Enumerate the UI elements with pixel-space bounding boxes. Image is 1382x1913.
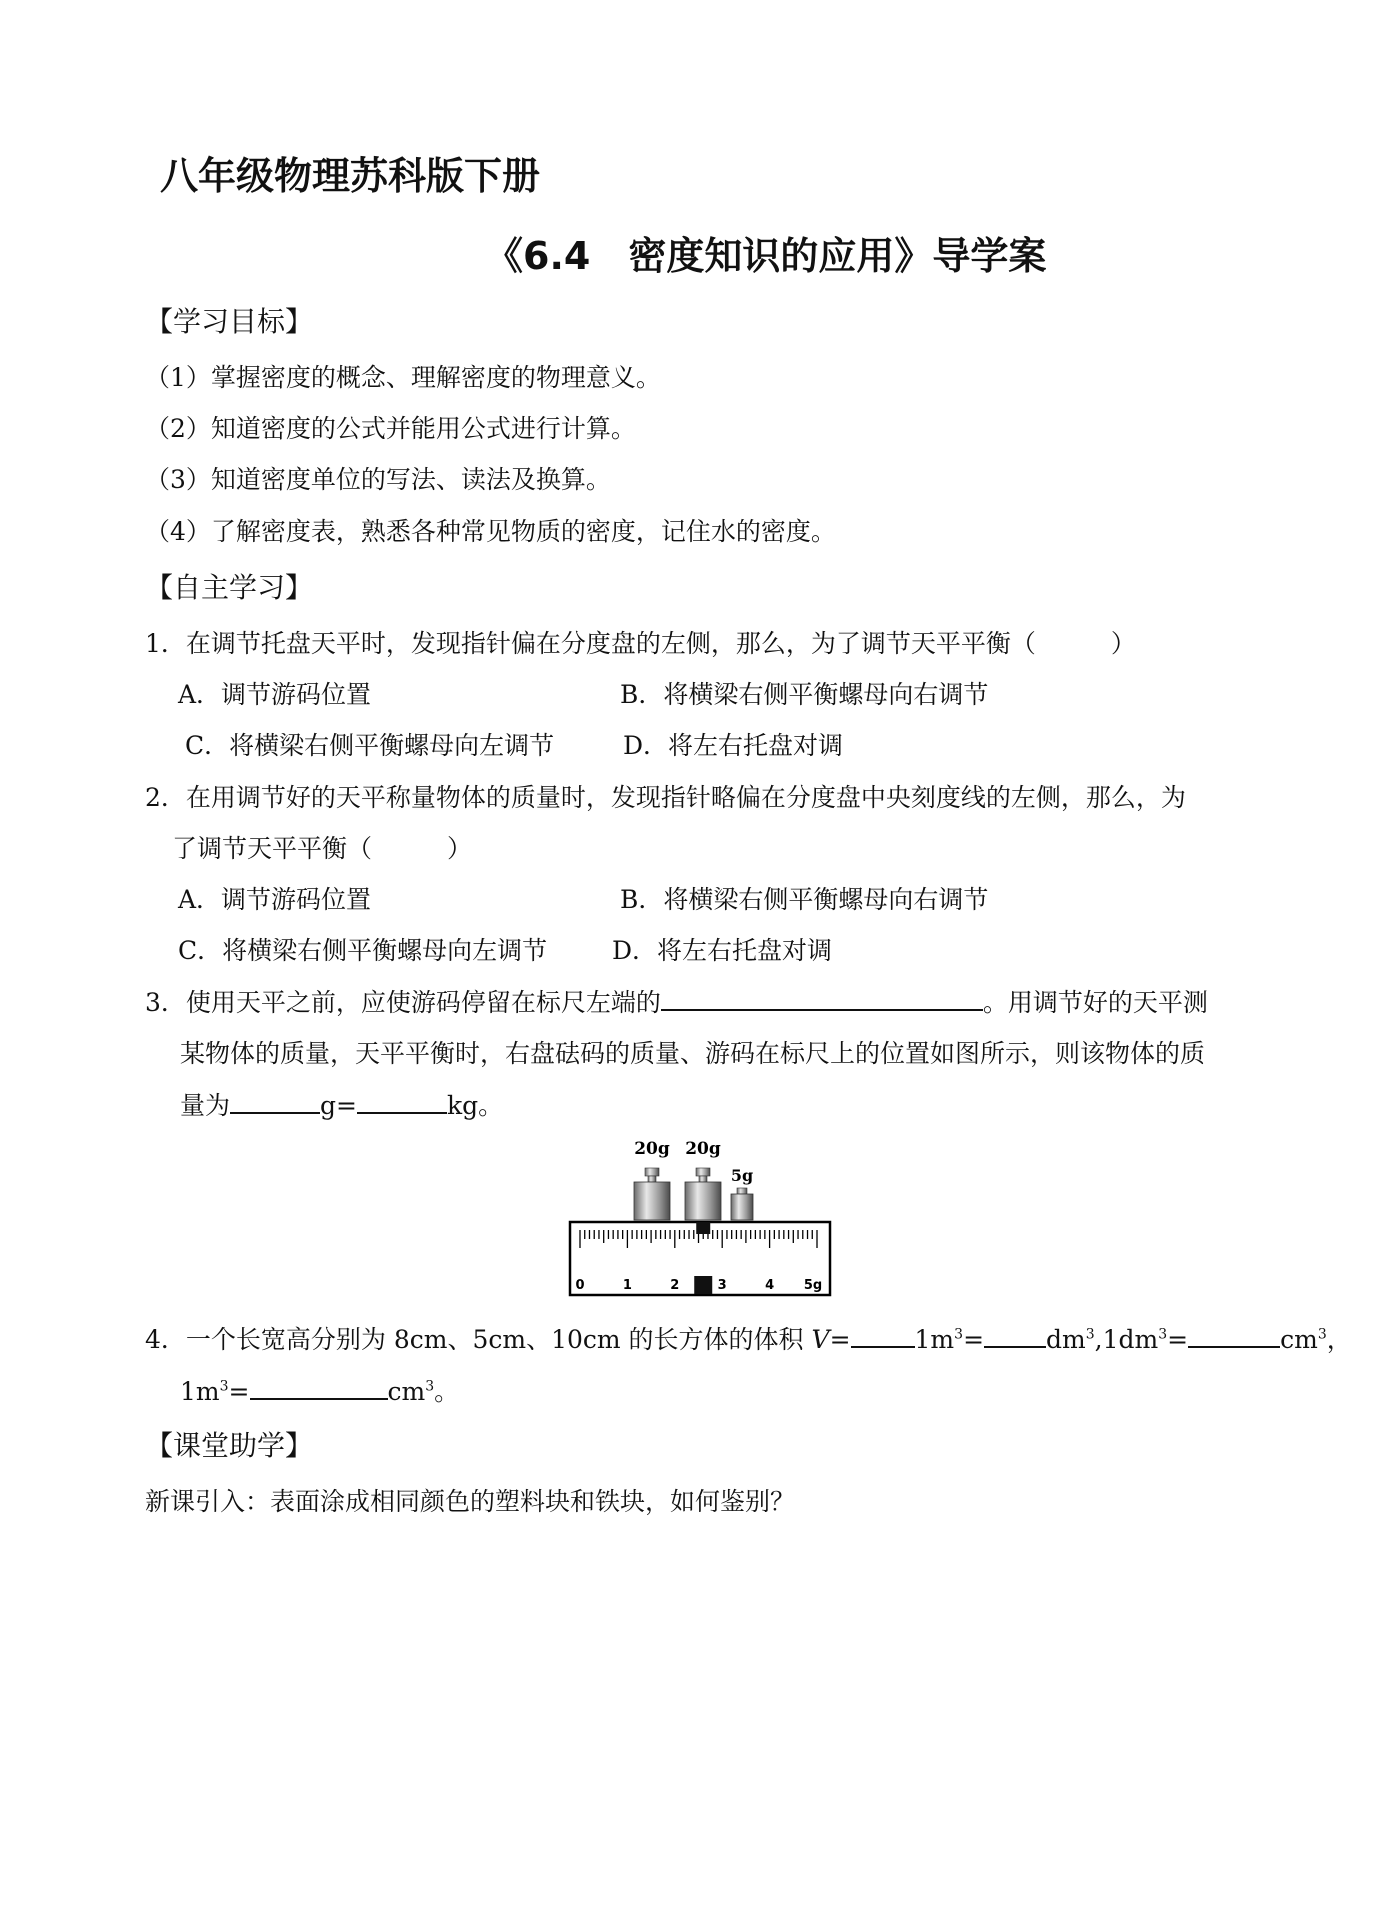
q3-answer-blank-grams[interactable]	[230, 1090, 320, 1114]
scale-label: 2	[670, 1278, 680, 1293]
q3-line-2: 某物体的质量，天平平衡时，右盘砝码的质量、游码在标尺上的位置如图所示，则该物体的质	[180, 1039, 1206, 1068]
q4-line-1	[145, 1320, 1352, 1356]
q1-option-c: C．将横梁右侧平衡螺母向左调节	[185, 731, 555, 760]
q4-text-e: dm	[1046, 1325, 1086, 1354]
q4-text-h: cm	[1280, 1325, 1318, 1354]
self-study-heading: 【自主学习】	[145, 571, 314, 604]
q2-option-c: C．将横梁右侧平衡螺母向左调节	[178, 936, 548, 965]
q3-line-1	[145, 983, 1208, 1019]
objectives-heading: 【学习目标】	[145, 305, 314, 338]
q4-text-d: =	[963, 1325, 985, 1354]
q4-exponent-2: 3	[1085, 1326, 1095, 1343]
weight-label-5g: 5g	[730, 1166, 754, 1185]
rider	[694, 1276, 712, 1294]
q4-text-g: =	[1167, 1325, 1189, 1354]
q2-stem-continued: 了调节天平平衡（ ）	[172, 834, 473, 863]
q3-answer-blank-1[interactable]	[661, 987, 983, 1011]
scale-label: 5g	[803, 1278, 823, 1293]
q3-text-a: 3．使用天平之前，应使游码停留在标尺左端的	[145, 988, 661, 1017]
q4-text-c: 1m	[914, 1325, 955, 1354]
q4-blank-dm3[interactable]	[984, 1324, 1046, 1348]
weight-label-20g-2: 20g	[685, 1139, 721, 1159]
weight-5g	[731, 1188, 753, 1220]
q4-line-2	[180, 1372, 459, 1408]
scale-label: 3	[717, 1278, 727, 1293]
scale-label: 4	[765, 1278, 775, 1293]
q2-stem: 2．在用调节好的天平称量物体的质量时，发现指针略偏在分度盘中央刻度线的左侧，那么，为	[145, 783, 1186, 812]
q1-option-a: A．调节游码位置	[178, 680, 372, 709]
q4-volume-symbol: V	[811, 1325, 830, 1354]
q2-option-b: B．将横梁右侧平衡螺母向右调节	[620, 885, 989, 914]
q4-text-f: ,1dm	[1094, 1325, 1159, 1354]
q4-exponent-4: 3	[1317, 1326, 1327, 1343]
objective-item-2: （2）知道密度的公式并能用公式进行计算。	[145, 414, 636, 443]
q4-exponent-6: 3	[425, 1378, 435, 1395]
q2-option-a: A．调节游码位置	[178, 885, 372, 914]
weight-20g-2	[685, 1168, 721, 1220]
rider-top-marker	[696, 1222, 710, 1234]
weight-20g-1	[634, 1168, 670, 1220]
q3-text-d: g=	[320, 1091, 357, 1120]
class-help-heading: 【课堂助学】	[145, 1429, 314, 1462]
q2-option-d: D．将左右托盘对调	[612, 936, 833, 965]
q4-text-l: cm	[387, 1377, 426, 1406]
balance-scale-figure	[565, 1130, 835, 1298]
document-title: 《6.4 密度知识的应用》导学案	[485, 234, 1047, 278]
objective-item-3: （3）知道密度单位的写法、读法及换算。	[145, 465, 611, 494]
q3-answer-blank-kg[interactable]	[357, 1090, 447, 1114]
class-help-intro: 新课引入：表面涂成相同颜色的塑料块和铁块，如何鉴别？	[145, 1487, 796, 1516]
q3-text-e: kg。	[446, 1091, 504, 1120]
q3-text-c: 量为	[180, 1091, 231, 1120]
scale-label: 0	[575, 1278, 585, 1293]
q4-text-a: 4．一个长宽高分别为 8cm、5cm、10cm 的长方体的体积	[145, 1325, 812, 1354]
q4-text-k: =	[228, 1377, 250, 1406]
q4-text-j: 1m	[180, 1377, 220, 1406]
q4-exponent-3: 3	[1158, 1326, 1168, 1343]
q1-stem: 1．在调节托盘天平时，发现指针偏在分度盘的左侧，那么，为了调节天平平衡（ ）	[145, 629, 1136, 658]
objective-item-4: （4）了解密度表，熟悉各种常见物质的密度，记住水的密度。	[145, 517, 836, 546]
q4-exponent-5: 3	[219, 1378, 229, 1395]
q4-blank-volume[interactable]	[851, 1324, 915, 1348]
q1-option-b: B．将横梁右侧平衡螺母向右调节	[620, 680, 989, 709]
q3-line-3	[180, 1086, 503, 1122]
scale-label: 1	[622, 1278, 632, 1293]
q4-exponent-1: 3	[954, 1326, 964, 1343]
q3-text-b: 。用调节好的天平测	[982, 988, 1208, 1017]
weight-label-20g-1: 20g	[634, 1139, 670, 1159]
q4-text-b: =	[829, 1325, 851, 1354]
q4-blank-cm3-1[interactable]	[1188, 1324, 1280, 1348]
q4-text-i: ，	[1326, 1325, 1352, 1354]
q1-option-d: D．将左右托盘对调	[623, 731, 844, 760]
q4-blank-cm3-2[interactable]	[250, 1376, 388, 1400]
q4-text-m: 。	[434, 1377, 460, 1406]
objective-item-1: （1）掌握密度的概念、理解密度的物理意义。	[145, 363, 661, 392]
document-subtitle: 八年级物理苏科版下册	[160, 154, 541, 198]
